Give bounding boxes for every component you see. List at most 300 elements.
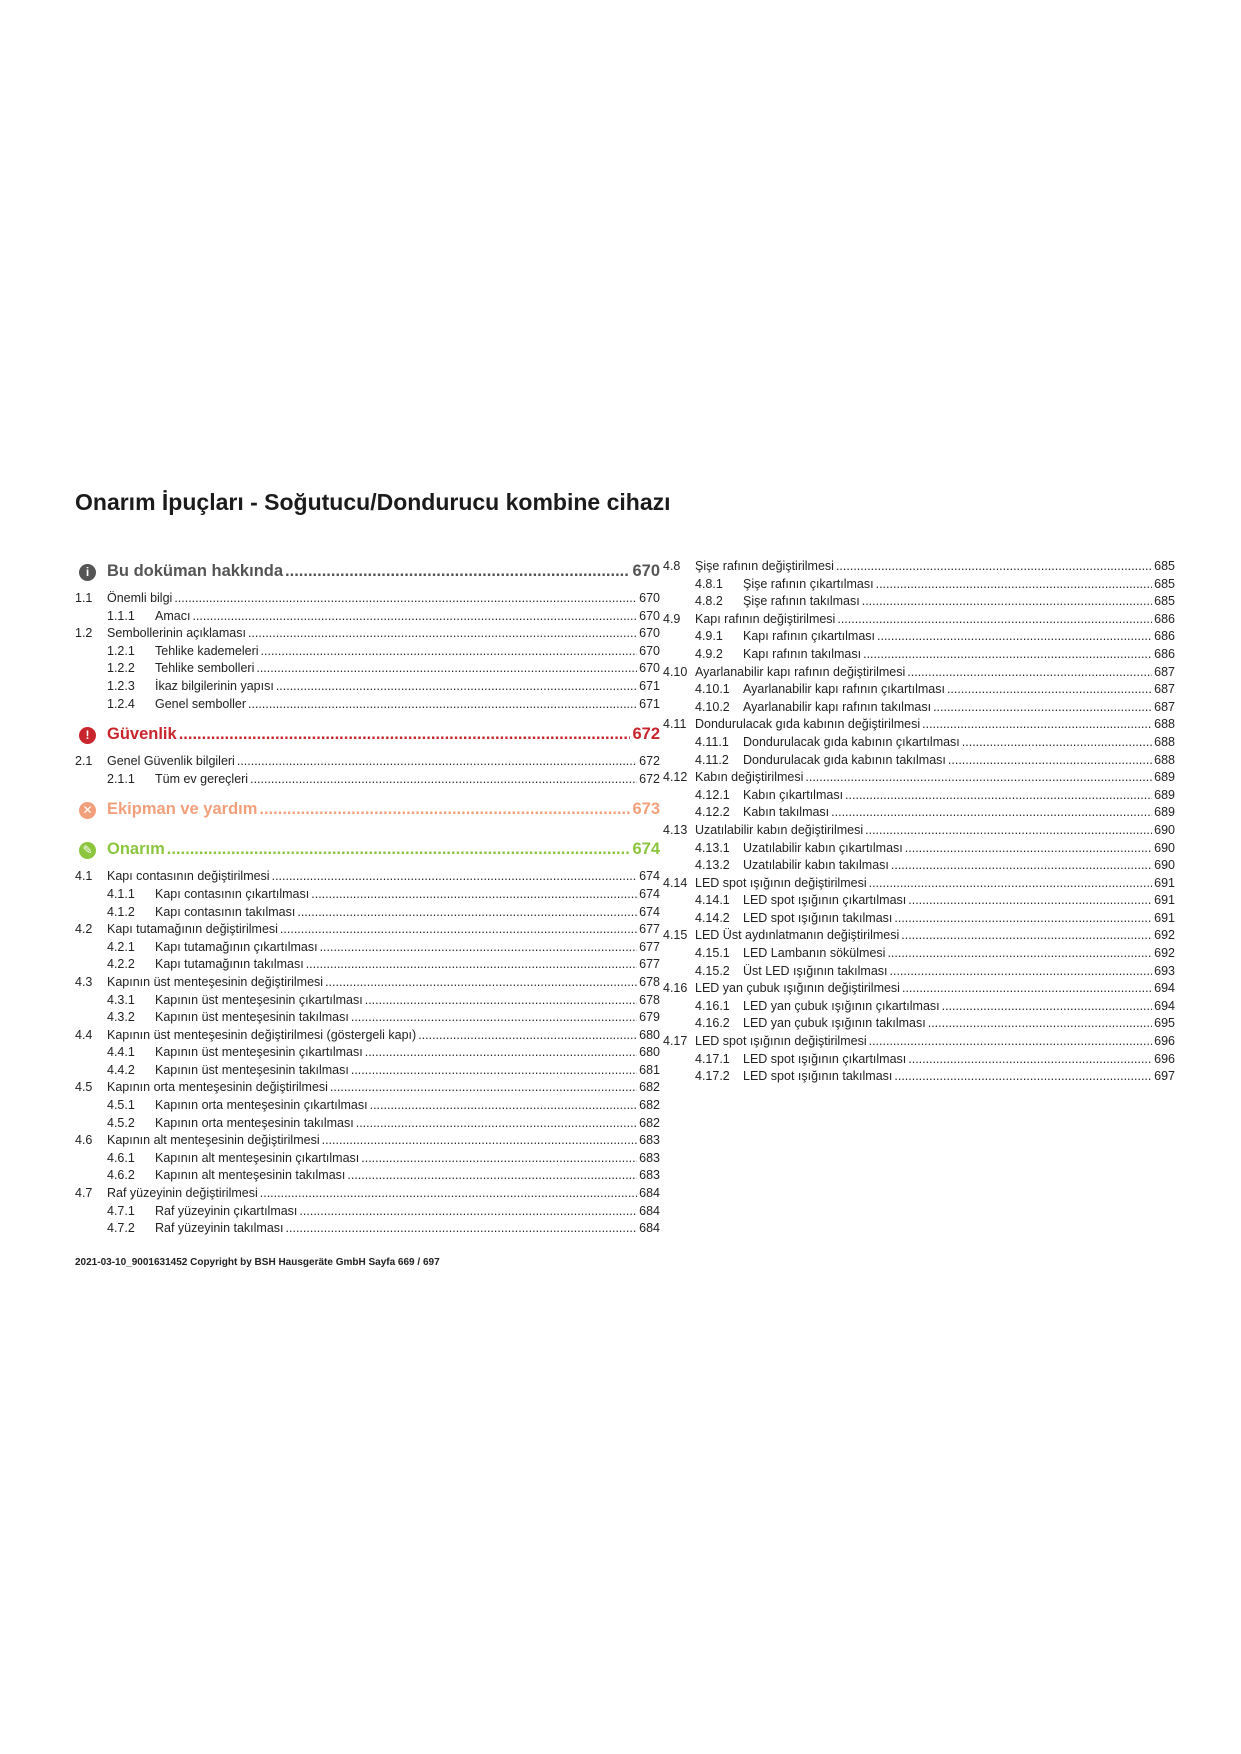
toc-entry-number: 4.9 (663, 611, 681, 626)
toc-entry-body (695, 664, 1175, 682)
toc-right-column (663, 558, 1175, 1086)
toc-entry-body (155, 1062, 660, 1080)
toc-entry[interactable] (663, 611, 1175, 629)
toc-subentry[interactable] (75, 660, 660, 678)
toc-entry-body (695, 558, 1175, 576)
toc-subentry[interactable] (663, 699, 1175, 717)
toc-entry-label: Raf yüzeyinin çıkartılması (155, 1203, 298, 1218)
dot-leader (347, 1167, 637, 1185)
toc-subentry[interactable] (663, 1015, 1175, 1033)
toc-entry-label: Kabın takılması (743, 805, 830, 820)
toc-page-number: 692 (1154, 946, 1175, 961)
dot-leader (869, 1033, 1153, 1051)
dot-leader (311, 886, 637, 904)
dot-leader (877, 628, 1152, 646)
toc-entry[interactable] (75, 921, 660, 939)
toc-subentry[interactable] (75, 696, 660, 714)
toc-entry-number: 4.16 (663, 981, 688, 996)
toc-page-number: 689 (1154, 770, 1175, 785)
toc-entry-number: 4.9.1 (695, 629, 723, 644)
toc-entry-body (743, 804, 1175, 822)
toc-subentry[interactable] (663, 576, 1175, 594)
toc-entry-body (695, 875, 1175, 893)
toc-page-number: 681 (639, 1062, 660, 1077)
toc-subentry[interactable] (663, 646, 1175, 664)
dot-leader (907, 664, 1152, 682)
toc-entry-number: 4.7.2 (107, 1221, 135, 1236)
dot-leader (356, 1115, 637, 1133)
toc-entry-number: 4.4 (75, 1027, 93, 1042)
toc-entry-number: 4.7.1 (107, 1203, 135, 1218)
toc-entry[interactable] (663, 980, 1175, 998)
toc-entry-number: 4.2 (75, 922, 93, 937)
toc-entry-body (695, 927, 1175, 945)
toc-page-number: 682 (639, 1115, 660, 1130)
dot-leader (272, 868, 638, 886)
toc-entry[interactable] (75, 1027, 660, 1045)
toc-entry[interactable] (75, 1185, 660, 1203)
dot-leader (922, 716, 1152, 734)
toc-entry-label: Kapının orta menteşesinin çıkartılması (155, 1098, 368, 1113)
toc-entry[interactable] (75, 868, 660, 886)
toc-entry-number: 4.13.1 (695, 840, 730, 855)
toc-entry-label: Güvenlik (107, 725, 177, 744)
toc-entry-number: 4.15.2 (695, 963, 730, 978)
toc-entry-body (155, 1009, 660, 1027)
toc-entry[interactable] (663, 927, 1175, 945)
toc-entry[interactable] (663, 769, 1175, 787)
dot-leader (248, 696, 637, 714)
toc-entry-body (155, 1044, 660, 1062)
toc-entry-body (743, 1015, 1175, 1033)
toc-entry-body (155, 1097, 660, 1115)
toc-page-number: 693 (1154, 963, 1175, 978)
toc-entry-body (155, 904, 660, 922)
toc-subentry[interactable] (75, 1044, 660, 1062)
toc-entry[interactable] (75, 625, 660, 643)
toc-entry-number: 4.13 (663, 822, 688, 837)
toc-page-number: 691 (1154, 893, 1175, 908)
toc-entry[interactable] (75, 1132, 660, 1150)
toc-entry-body (155, 678, 660, 696)
toc-entry-body (743, 910, 1175, 928)
toc-entry-number: 4.7 (75, 1186, 93, 1201)
dot-leader (365, 992, 637, 1010)
toc-entry-body (107, 753, 660, 771)
toc-entry-body (743, 945, 1175, 963)
toc-entry-body (155, 1220, 660, 1238)
toc-entry-label: Şişe rafının takılması (743, 594, 860, 609)
dot-leader (837, 611, 1152, 629)
toc-entry-number: 4.10 (663, 664, 688, 679)
toc-entry-number: 4.2.1 (107, 939, 135, 954)
toc-entry-label: Kapının orta menteşesinin takılması (155, 1115, 354, 1130)
toc-page-number: 686 (1154, 629, 1175, 644)
toc-page-number: 670 (639, 626, 660, 641)
toc-entry-label: Raf yüzeyinin takılması (155, 1221, 284, 1236)
dot-leader (167, 840, 631, 859)
toc-subentry[interactable] (663, 593, 1175, 611)
toc-page-number: 673 (632, 800, 660, 819)
toc-subentry[interactable] (75, 643, 660, 661)
toc-subentry[interactable] (663, 734, 1175, 752)
toc-entry-label: Dondurulacak gıda kabının takılması (743, 752, 946, 767)
toc-page-number: 678 (639, 992, 660, 1007)
toc-entry-body (743, 593, 1175, 611)
toc-page-number: 670 (639, 608, 660, 623)
toc-entry-body (743, 1068, 1175, 1086)
toc-entry-label: LED Lambanın sökülmesi (743, 946, 886, 961)
toc-page-number: 684 (639, 1221, 660, 1236)
toc-subentry[interactable] (663, 963, 1175, 981)
toc-page-number: 682 (639, 1098, 660, 1113)
toc-entry-body (743, 892, 1175, 910)
toc-page-number: 680 (639, 1045, 660, 1060)
toc-page-number: 671 (639, 696, 660, 711)
toc-subentry[interactable] (663, 804, 1175, 822)
toc-subentry[interactable] (75, 904, 660, 922)
toc-entry-body (107, 1132, 660, 1150)
toc-subentry[interactable] (663, 681, 1175, 699)
toc-entry-label: Tehlike sembolleri (155, 661, 255, 676)
toc-entry-label: Uzatılabilir kabın değiştirilmesi (695, 822, 864, 837)
dot-leader (933, 699, 1152, 717)
toc-entry-number: 4.1.1 (107, 886, 135, 901)
toc-entry-body (155, 643, 660, 661)
dot-leader (276, 678, 637, 696)
toc-page-number: 688 (1154, 752, 1175, 767)
toc-entry-label: Ayarlanabilir kapı rafının takılması (743, 699, 932, 714)
toc-left-column (75, 558, 660, 1238)
toc-subentry[interactable] (75, 771, 660, 789)
toc-entry-label: Tüm ev gereçleri (155, 771, 249, 786)
toc-page-number: 694 (1154, 998, 1175, 1013)
toc-entry[interactable] (663, 822, 1175, 840)
toc-entry-label: Uzatılabilir kabın çıkartılması (743, 840, 903, 855)
toc-entry-body (695, 716, 1175, 734)
toc-entry[interactable] (663, 875, 1175, 893)
dot-leader (256, 660, 637, 678)
toc-page-number: 695 (1154, 1016, 1175, 1031)
toc-entry-label: Şişe rafının değiştirilmesi (695, 559, 834, 573)
toc-page-number: 687 (1154, 682, 1175, 697)
repair-icon: ✎ (79, 842, 96, 859)
toc-entry-label: Üst LED ışığının takılması (743, 963, 888, 978)
dot-leader (836, 558, 1152, 576)
toc-page-number: 692 (1154, 928, 1175, 943)
dot-leader (330, 1079, 637, 1097)
dot-leader (174, 590, 637, 608)
toc-entry-label: LED yan çubuk ışığının değiştirilmesi (695, 981, 900, 996)
toc-entry-label: Kapı contasının takılması (155, 904, 296, 919)
dot-leader (891, 857, 1152, 875)
toc-page-number: 674 (639, 886, 660, 901)
dot-leader (351, 1009, 637, 1027)
toc-page-number: 686 (1154, 611, 1175, 626)
dot-leader (876, 576, 1153, 594)
toc-entry-number: 4.17 (663, 1034, 688, 1049)
toc-entry-label: Kapının alt menteşesinin değiştirilmesi (107, 1133, 320, 1148)
toc-entry[interactable] (75, 974, 660, 992)
toc-page-number: 690 (1154, 858, 1175, 873)
toc-subentry[interactable] (75, 608, 660, 626)
dot-leader (894, 910, 1152, 928)
toc-page-number: 672 (639, 771, 660, 786)
toc-entry-number: 4.16.1 (695, 998, 730, 1013)
toc-subentry[interactable] (663, 892, 1175, 910)
toc-page-number: 677 (639, 922, 660, 937)
toc-subentry[interactable] (75, 992, 660, 1010)
toc-subentry[interactable] (75, 1009, 660, 1027)
toc-entry-label: Kapının alt menteşesinin çıkartılması (155, 1150, 360, 1165)
toc-entry-body (107, 562, 660, 581)
toc-subentry[interactable] (663, 910, 1175, 928)
dot-leader (365, 1044, 637, 1062)
toc-entry-number: 4.8.2 (695, 594, 723, 609)
toc-entry-number: 2.1 (75, 754, 93, 769)
toc-entry-number: 4.9.2 (695, 646, 723, 661)
dot-leader (248, 625, 637, 643)
toc-subentry[interactable] (663, 998, 1175, 1016)
toc-subentry[interactable] (75, 1115, 660, 1133)
toc-entry-label: Ekipman ve yardım (107, 800, 258, 819)
toc-entry-number: 4.6.2 (107, 1168, 135, 1183)
toc-page-number: 679 (639, 1010, 660, 1025)
toc-entry-body (155, 992, 660, 1010)
toc-entry-body (743, 628, 1175, 646)
toc-entry-number: 4.1.2 (107, 904, 135, 919)
toc-page-number: 670 (639, 591, 660, 605)
toc-entry-number: 4.1 (75, 869, 93, 884)
toc-entry-body (107, 868, 660, 886)
toc-entry-number: 4.6.1 (107, 1150, 135, 1165)
toc-entry-label: Kapı tutamağının takılması (155, 957, 304, 972)
toc-page-number: 690 (1154, 822, 1175, 837)
section-spacer (75, 788, 660, 796)
toc-entry[interactable] (663, 558, 1175, 576)
toc-page-number: 674 (639, 904, 660, 919)
toc-entry-label: Kabın değiştirilmesi (695, 770, 804, 785)
toc-page-number: 683 (639, 1133, 660, 1148)
toc-entry-number: 4.3.1 (107, 992, 135, 1007)
dot-leader (259, 800, 630, 819)
toc-entry-label: Dondurulacak gıda kabının çıkartılması (743, 734, 960, 749)
toc-entry-label: Kapının üst menteşesinin değiştirilmesi (107, 974, 324, 989)
toc-subentry[interactable] (663, 945, 1175, 963)
toc-subentry[interactable] (75, 1150, 660, 1168)
dot-leader (320, 939, 638, 957)
toc-entry-label: Kapı tutamağının çıkartılması (155, 939, 318, 954)
toc-entry-label: Tehlike kademeleri (155, 643, 259, 658)
toc-entry-number: 4.16.2 (695, 1016, 730, 1031)
toc-entry-label: LED spot ışığının takılması (743, 910, 893, 925)
toc-entry-body (155, 956, 660, 974)
dot-leader (237, 753, 637, 771)
toc-subentry[interactable] (663, 628, 1175, 646)
toc-page-number: 678 (639, 974, 660, 989)
toc-entry-number: 1.2.1 (107, 643, 135, 658)
dot-leader (418, 1027, 637, 1045)
toc-page-number: 670 (632, 562, 660, 580)
toc-page-number: 680 (639, 1027, 660, 1042)
toc-subentry[interactable] (75, 1220, 660, 1238)
toc-entry-label: Ayarlanabilir kapı rafının değiştirilmesi (695, 664, 906, 679)
dot-leader (908, 892, 1152, 910)
toc-entry-number: 4.13.2 (695, 858, 730, 873)
toc-entry[interactable] (663, 1033, 1175, 1051)
toc-entry-number: 4.3.2 (107, 1010, 135, 1025)
dot-leader (299, 1203, 637, 1221)
toc-subentry[interactable] (663, 1051, 1175, 1069)
toc-entry-label: Kapının alt menteşesinin takılması (155, 1168, 346, 1183)
toc-subentry[interactable] (663, 1068, 1175, 1086)
toc-entry-number: 4.4.1 (107, 1045, 135, 1060)
toc-entry-number: 4.12 (663, 770, 688, 785)
page-title: Onarım İpuçları - Soğutucu/Dondurucu kombine cihazı (75, 489, 671, 515)
toc-entry-body (155, 608, 660, 626)
toc-entry-body (695, 611, 1175, 629)
toc-entry-body (743, 734, 1175, 752)
toc-subentry[interactable] (663, 840, 1175, 858)
toc-entry-body (107, 800, 660, 819)
toc-page-number: 691 (1154, 910, 1175, 925)
toc-subentry[interactable] (663, 752, 1175, 770)
toc-entry-label: LED yan çubuk ışığının takılması (743, 1016, 926, 1031)
dot-leader (280, 921, 637, 939)
toc-subentry[interactable] (75, 1203, 660, 1221)
toc-subentry[interactable] (75, 678, 660, 696)
toc-entry-body (743, 699, 1175, 717)
toc-entry-number: 4.12.2 (695, 805, 730, 820)
toc-entry-label: Kapının üst menteşesinin takılması (155, 1010, 349, 1025)
toc-subentry[interactable] (75, 1097, 660, 1115)
toc-page-number: 696 (1154, 1034, 1175, 1049)
toc-page-number: 697 (1154, 1069, 1175, 1084)
toc-entry-body (155, 696, 660, 714)
toc-page-number: 683 (639, 1168, 660, 1183)
toc-entry-label: Kapının üst menteşesinin takılması (155, 1062, 349, 1077)
dot-leader (285, 562, 630, 581)
toc-entry-body (107, 974, 660, 992)
toc-entry[interactable] (75, 590, 660, 608)
toc-entry-body (107, 625, 660, 643)
toc-entry-body (743, 963, 1175, 981)
toc-entry-label: Kapının üst menteşesinin çıkartılması (155, 1045, 363, 1060)
toc-entry-label: LED spot ışığının değiştirilmesi (695, 1034, 867, 1049)
toc-entry-label: Kapı rafının takılması (743, 646, 862, 661)
toc-entry-body (155, 1203, 660, 1221)
toc-entry-label: Kabın çıkartılması (743, 787, 844, 802)
toc-page-number: 691 (1154, 875, 1175, 890)
dot-leader (322, 1132, 638, 1150)
toc-entry-number: 4.10.1 (695, 682, 730, 697)
toc-section-heading[interactable] (75, 796, 660, 826)
toc-entry-label: Uzatılabilir kabın takılması (743, 858, 889, 873)
toc-page-number: 689 (1154, 805, 1175, 820)
toc-entry[interactable] (75, 753, 660, 771)
dot-leader (908, 1051, 1152, 1069)
page-footer: 2021-03-10_9001631452 Copyright by BSH Hausgeräte GmbH Sayfa 669 / 697 (75, 1257, 440, 1268)
dot-leader (261, 643, 638, 661)
toc-entry-label: Kapının orta menteşesinin değiştirilmesi (107, 1080, 328, 1095)
toc-entry-label: Önemli bilgi (107, 591, 173, 605)
toc-section-heading[interactable] (75, 836, 660, 866)
toc-entry-label: Kapının üst menteşesinin değiştirilmesi (göstergeli kapı) (107, 1027, 417, 1042)
toc-section-heading[interactable] (75, 721, 660, 751)
toc-entry-number: 4.14 (663, 875, 688, 890)
section-spacer (75, 713, 660, 721)
toc-subentry[interactable] (75, 1062, 660, 1080)
toc-entry-label: Kapı rafının çıkartılması (743, 629, 875, 644)
toc-page-number: 686 (1154, 646, 1175, 661)
toc-subentry[interactable] (75, 1167, 660, 1185)
toc-entry[interactable] (663, 716, 1175, 734)
toc-page-number: 677 (639, 957, 660, 972)
toc-entry-number: 1.2.4 (107, 696, 135, 711)
toc-entry-label: Kapının üst menteşesinin çıkartılması (155, 992, 363, 1007)
dot-leader (942, 998, 1153, 1016)
toc-entry-number: 1.2.2 (107, 661, 135, 676)
toc-subentry[interactable] (75, 886, 660, 904)
toc-entry-label: Kapı rafının değiştirilmesi (695, 611, 836, 626)
toc-page-number: 687 (1154, 664, 1175, 679)
toc-entry-number: 4.2.2 (107, 957, 135, 972)
toc-entry-body (107, 921, 660, 939)
dot-leader (192, 608, 637, 626)
toc-entry-number: 4.8.1 (695, 576, 723, 591)
toc-entry[interactable] (663, 664, 1175, 682)
toc-entry-label: Dondurulacak gıda kabının değiştirilmesi (695, 717, 921, 732)
toc-entry-label: Kapı contasının değiştirilmesi (107, 869, 270, 884)
toc-entry-body (107, 840, 660, 859)
toc-entry-body (155, 1115, 660, 1133)
toc-subentry[interactable] (663, 787, 1175, 805)
toc-subentry[interactable] (75, 956, 660, 974)
toc-page-number: 672 (632, 725, 660, 744)
toc-entry[interactable] (75, 1079, 660, 1097)
dot-leader (260, 1185, 637, 1203)
toc-entry-body (155, 660, 660, 678)
toc-page-number: 685 (1154, 559, 1175, 573)
toc-subentry[interactable] (663, 857, 1175, 875)
dot-leader (286, 1220, 638, 1238)
toc-page-number: 683 (639, 1150, 660, 1165)
toc-page-number: 685 (1154, 576, 1175, 591)
toc-entry-number: 4.11.1 (695, 734, 729, 749)
toc-entry-label: Kapı contasının çıkartılması (155, 886, 310, 901)
dot-leader (351, 1062, 637, 1080)
toc-page-number: 684 (639, 1203, 660, 1218)
toc-page-number: 671 (639, 678, 660, 693)
section-spacer (75, 828, 660, 836)
toc-entry-number: 1.2.3 (107, 678, 135, 693)
dot-leader (370, 1097, 638, 1115)
toc-entry-label: LED Üst aydınlatmanın değiştirilmesi (695, 928, 900, 943)
toc-page-number: 684 (639, 1186, 660, 1201)
toc-entry-label: LED spot ışığının takılması (743, 1069, 893, 1084)
toc-subentry[interactable] (75, 939, 660, 957)
toc-section-heading[interactable] (75, 558, 660, 588)
toc-entry-label: Sembollerinin açıklaması (107, 626, 246, 641)
dot-leader (862, 593, 1152, 611)
toc-entry-body (695, 1033, 1175, 1051)
dot-leader (325, 974, 637, 992)
dot-leader (947, 681, 1152, 699)
tools-icon: ✕ (79, 802, 96, 819)
toc-entry-label: Kapı tutamağının değiştirilmesi (107, 922, 278, 937)
toc-entry-label: Genel semboller (155, 696, 247, 711)
toc-entry-body (743, 646, 1175, 664)
